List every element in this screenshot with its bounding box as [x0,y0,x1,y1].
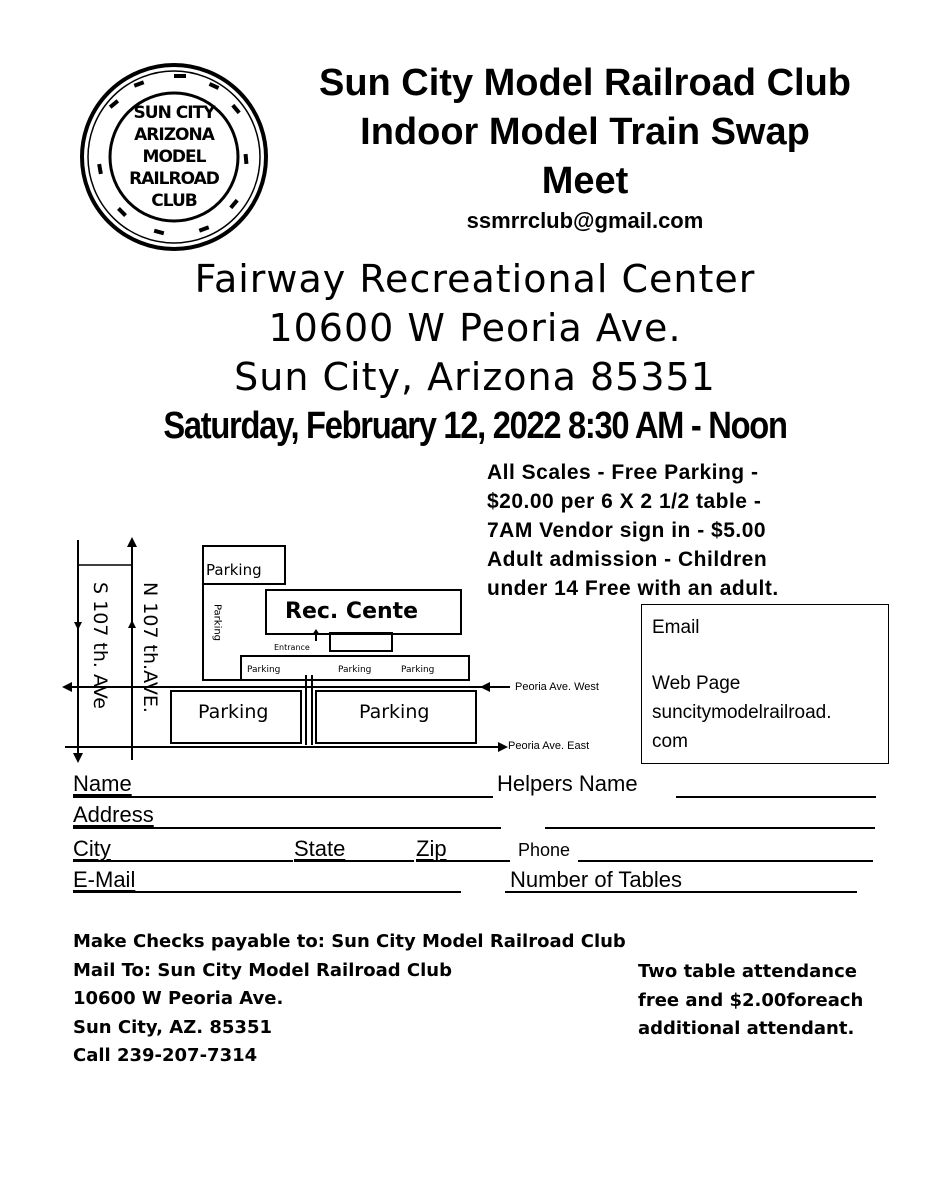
number-of-tables-label: Number of Tables [510,867,683,892]
city-field-line[interactable] [73,860,293,862]
zip-field-label: Zip [416,836,447,861]
detail-line-4: Adult admission - Children [487,548,768,571]
event-title-line-2: Indoor Model Train Swap [360,111,810,153]
helpers-name-label: Helpers Name [497,771,638,796]
contact-web-url-2[interactable]: com [652,731,688,752]
email-field-label: E-Mail [73,867,136,892]
attendance-note-line-3: additional attendant. [638,1018,855,1039]
club-logo-seal [79,62,269,252]
peoria-east-label: Peoria Ave. East [508,740,590,752]
event-date: Saturday, February 12, 2022 8:30 AM - Noon [163,405,787,447]
name-field-label: Name [73,771,132,796]
mail-street-line: 10600 W Peoria Ave. [73,988,284,1009]
attendance-note [638,958,863,1044]
address-field-label: Address [73,802,154,827]
checks-payable-line: Make Checks payable to: Sun City Model Railroad Club [73,931,626,952]
contact-web-label: Web Page [652,673,741,694]
event-title-line-3: Meet [541,160,629,202]
contact-web-url-1[interactable]: suncitymodelrailroad. [652,702,832,723]
state-field-line[interactable] [294,860,414,862]
logo-line-1: SUN CITY [133,103,215,123]
number-of-tables-line[interactable] [505,891,857,893]
contact-box [641,604,889,764]
zip-field-line[interactable] [416,860,510,862]
parking-small-label-3: Parking [401,665,435,675]
name-field-line[interactable] [73,796,493,798]
venue-city: Sun City, Arizona 85351 [234,355,716,399]
logo-line-3: MODEL [142,147,206,167]
rec-center-label: Rec. Cente [285,599,419,624]
attendance-note-line-1: Two table attendance [638,961,857,982]
mail-info [73,928,626,1071]
parking-bottom-right-label: Parking [359,701,430,723]
attendance-note-line-2: free and $2.00foreach [638,989,864,1011]
phone-field-label: Phone [518,840,571,860]
venue-street: 10600 W Peoria Ave. [268,306,682,350]
city-field-label: City [73,836,111,861]
street-s107-label: S 107 th. AVe [89,582,111,709]
phone-call-line: Call 239-207-7314 [73,1045,258,1066]
logo-line-5: CLUB [151,191,197,211]
parking-small-label-1: Parking [247,665,281,675]
parking-top-label: Parking [206,561,262,579]
logo-line-2: ARIZONA [134,125,214,145]
address-extra-line[interactable] [545,827,875,829]
state-field-label: State [294,836,346,861]
parking-bottom-left-label: Parking [198,701,269,723]
address-field-line[interactable] [73,827,501,829]
venue-name: Fairway Recreational Center [194,257,756,301]
parking-side-label: Parking [211,603,223,642]
detail-line-3: 7AM Vendor sign in - $5.00 [487,519,767,542]
mail-to-line: Mail To: Sun City Model Railroad Club [73,959,453,981]
detail-line-2: $20.00 per 6 X 2 1/2 table - [487,490,762,513]
phone-field-line[interactable] [578,860,873,862]
detail-line-5: under 14 Free with an adult. [487,577,779,600]
detail-line-1: All Scales - Free Parking - [487,461,759,484]
entrance-label: Entrance [274,643,310,652]
location-map [60,535,640,765]
helpers-name-line[interactable] [676,796,876,798]
mail-city-line: Sun City, AZ. 85351 [73,1016,272,1038]
street-n107-label: N 107 th.AVE. [139,582,161,713]
club-email: ssmrrclub@gmail.com [466,208,704,233]
event-title-line-1: Sun City Model Railroad Club [318,62,852,104]
email-field-line[interactable] [73,891,461,893]
parking-small-label-2: Parking [338,665,372,675]
contact-email-label: Email [652,617,700,638]
logo-line-4: RAILROAD [129,169,219,189]
peoria-west-label: Peoria Ave. West [515,681,599,693]
